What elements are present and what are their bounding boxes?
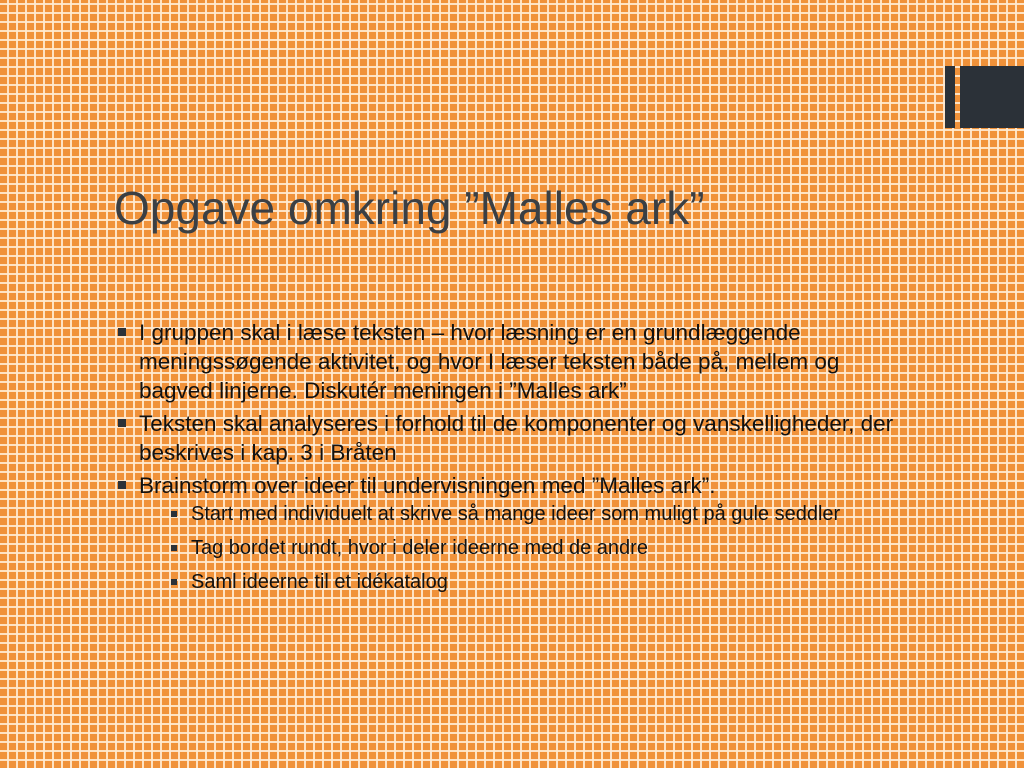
bullet-list [118,318,918,595]
decorative-bar-thin [945,66,955,128]
sub-bullet-list [169,502,918,595]
sub-bullet-item [169,502,918,527]
sub-bullet-text: Tag bordet rundt, hvor i deler ideerne med de andre [191,537,648,559]
slide-title: Opgave omkring ”Malles ark” [114,182,705,234]
square-bullet-icon [171,579,177,585]
slide-body [118,318,918,604]
square-bullet-icon [118,419,126,427]
sub-bullet-text: Saml ideerne til et idékatalog [191,571,448,593]
square-bullet-icon [171,545,177,551]
bullet-text: I gruppen skal i læse teksten – hvor læsning er en grundlæggende meningssøgende aktivitet, og hvor I læser teksten både på, mellem og bagved linjerne. Diskutér meningen i ”Malles ark” [139,320,840,403]
sub-bullet-item [169,536,918,561]
bullet-text: Brainstorm over ideer til undervisningen med ”Malles ark”. [139,473,716,498]
sub-bullet-text: Start med individuelt at skrive så mange ideer som muligt på gule seddler [191,503,841,525]
bullet-item [118,318,918,405]
square-bullet-icon [118,481,126,489]
bullet-text: Teksten skal analyseres i forhold til de komponenter og vanskelligheder, der beskrives i kap. 3 i Bråten [139,411,894,465]
sub-bullet-item [169,570,918,595]
bullet-item [118,409,918,467]
square-bullet-icon [118,328,126,336]
bullet-item [118,471,918,595]
decorative-bar-thick [960,66,1024,128]
square-bullet-icon [171,511,177,517]
